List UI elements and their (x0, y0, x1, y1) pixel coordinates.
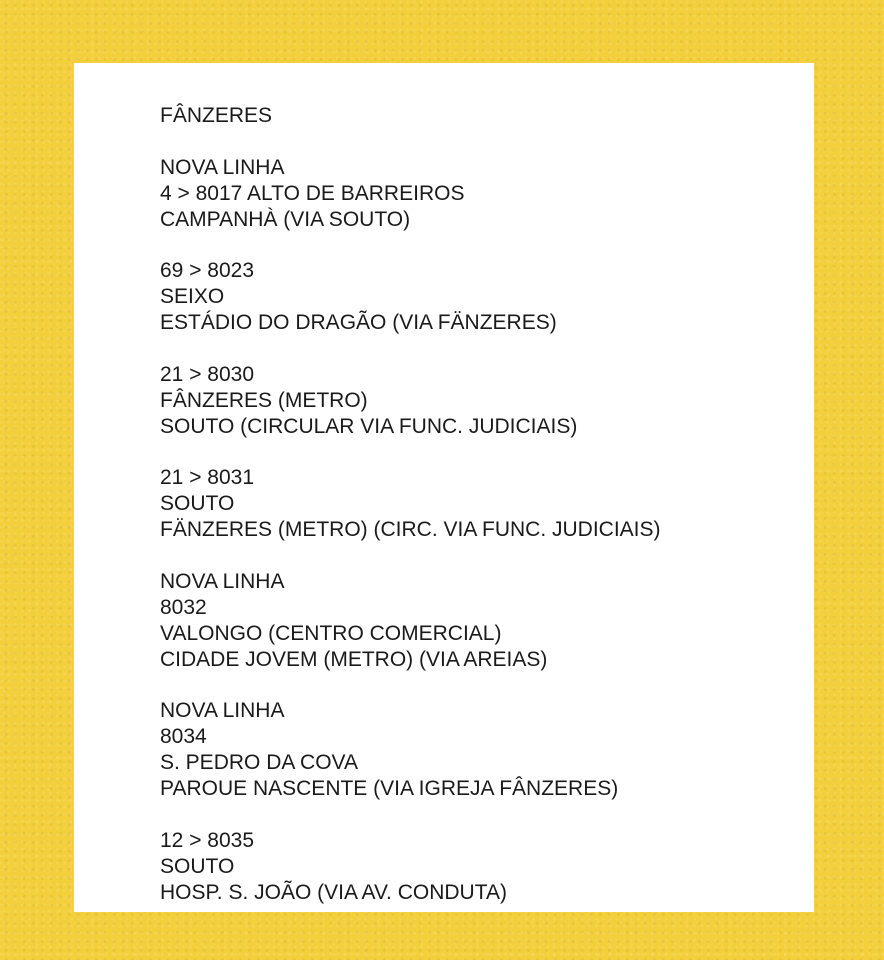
route-line: NOVA LINHA (160, 699, 285, 722)
route-line: NOVA LINHA (160, 155, 285, 179)
route-line: CIDADE JOVEM (METRO) (VIA AREIAS) (160, 647, 548, 671)
route-line: 21 > 8030 (160, 362, 255, 386)
route-line: 21 > 8031 (160, 466, 255, 489)
route-entry (160, 828, 800, 906)
spacer (160, 673, 800, 699)
route-line: S. PEDRO DA COVA (160, 751, 358, 774)
route-line: 69 > 8023 (160, 259, 255, 282)
route-line: 8034 (160, 725, 207, 748)
spacer (160, 336, 800, 362)
route-entry (160, 362, 800, 440)
route-line: HOSP. S. JOÃO (VIA AV. CONDUTA) (160, 880, 507, 904)
route-line: PAROUE NASCENTE (VIA IGREJA FÂNZERES) (160, 777, 619, 800)
route-entry (160, 155, 800, 233)
spacer (160, 802, 800, 828)
route-line: SOUTO (160, 854, 235, 878)
route-entry (160, 698, 800, 802)
route-line: FÄNZERES (METRO) (CIRC. VIA FUNC. JUDICIAIS) (160, 518, 661, 541)
document-content (160, 103, 800, 906)
route-line: SOUTO (160, 492, 235, 515)
document-title: FÂNZERES (160, 104, 273, 127)
route-entry (160, 569, 800, 673)
document-card (74, 63, 814, 912)
spacer (160, 233, 800, 259)
route-line: FÂNZERES (METRO) (160, 388, 368, 412)
route-line: 12 > 8035 (160, 828, 255, 852)
route-line: ESTÁDIO DO DRAGÃO (VIA FÄNZERES) (160, 311, 557, 334)
route-line: VALONGO (CENTRO COMERCIAL) (160, 621, 502, 645)
route-line: SOUTO (CIRCULAR VIA FUNC. JUDICIAIS) (160, 414, 578, 438)
route-line: SEIXO (160, 285, 225, 308)
route-line: NOVA LINHA (160, 569, 285, 593)
route-line: 8032 (160, 595, 207, 619)
route-entry (160, 465, 800, 543)
route-entry (160, 258, 800, 336)
spacer (160, 129, 800, 155)
spacer (160, 440, 800, 466)
spacer (160, 543, 800, 569)
route-line: 4 > 8017 ALTO DE BARREIROS (160, 181, 465, 205)
route-line: CAMPANHÀ (VIA SOUTO) (160, 207, 411, 231)
